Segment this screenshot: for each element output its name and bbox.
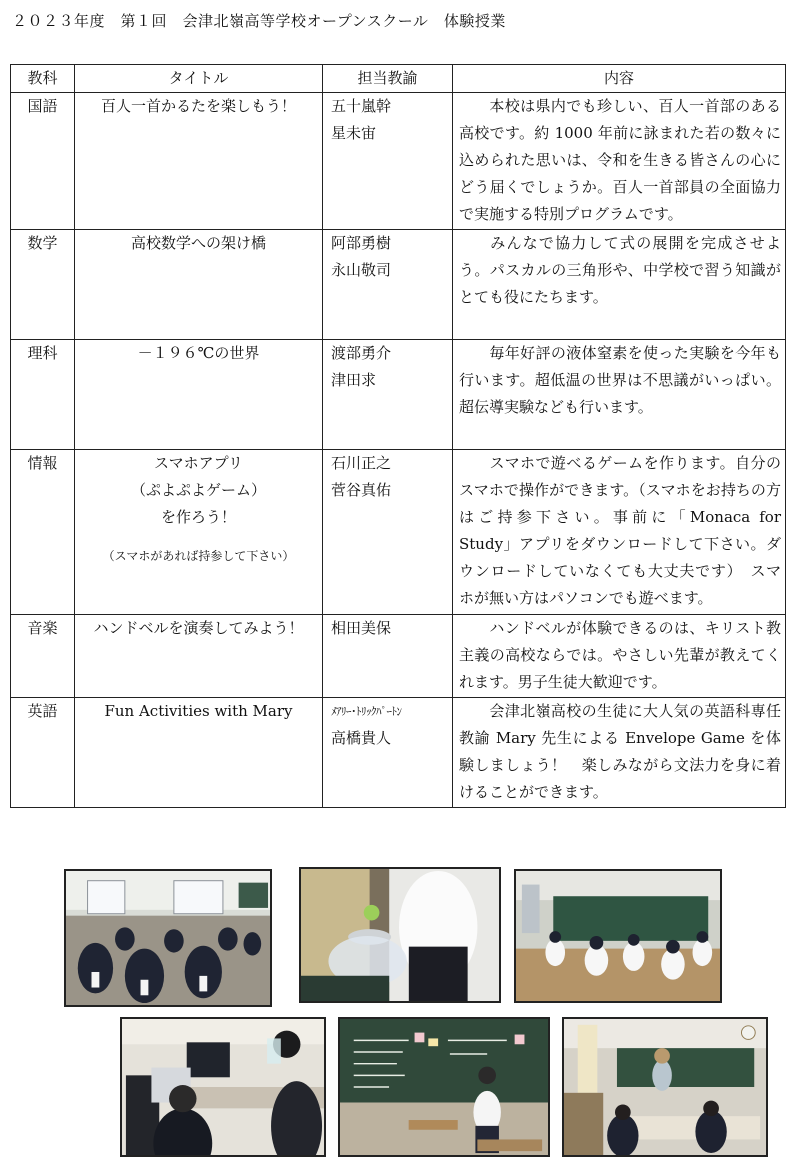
table-row	[11, 450, 786, 615]
content-text: 会津北嶺高校の生徒に大人気の英語科専任教諭 Mary 先生による Envelope Game を体験しましょう！ 楽しみながら文法力を身に着けることができます。	[459, 702, 781, 801]
teacher-name: 永山敬司	[331, 261, 392, 279]
column-header-content: 内容	[453, 65, 786, 93]
teachers-cell	[323, 698, 453, 808]
table-row	[11, 698, 786, 808]
title-cell	[75, 230, 323, 340]
content-text: 本校は県内でも珍しい、百人一首部のある高校です。約 1000 年前に詠まれた若の数々に込められた思いは、令和を生きる皆さんの心にどう届くでしょうか。百人一首部員の全面協力で実施する特別プログラムです。	[459, 97, 781, 223]
liquid-nitrogen-experiment-photo	[299, 867, 501, 1003]
table-row	[11, 93, 786, 230]
teacher-name: 星未宙	[331, 124, 377, 142]
title-line: ハンドベルを演奏してみよう！	[93, 619, 304, 637]
subject-cell: 音楽	[11, 615, 75, 698]
teacher-name: 渡部勇介	[331, 344, 392, 362]
title-note: （スマホがあれば持参して下さい）	[102, 549, 295, 563]
classroom-students-photo	[64, 869, 272, 1007]
title-cell	[75, 340, 323, 450]
subject-cell: 国語	[11, 93, 75, 230]
title-cell	[75, 450, 323, 615]
teachers-cell	[323, 340, 453, 450]
title-line: 高校数学への架け橋	[130, 234, 266, 252]
title-cell	[75, 93, 323, 230]
math-class-photo	[514, 869, 722, 1003]
teacher-name: 津田求	[331, 371, 377, 389]
subject-cell: 数学	[11, 230, 75, 340]
title-line: を作ろう！	[160, 508, 236, 526]
content-cell	[453, 93, 786, 230]
content-text: みんなで協力して式の展開を完成させよう。パスカルの三角形や、中学校で習う知識がとても役にたちます。	[459, 234, 781, 306]
content-cell	[453, 450, 786, 615]
table-row	[11, 615, 786, 698]
content-text: 毎年好評の液体窒素を使った実験を今年も行います。超低温の世界は不思議がいっぱい。超伝導実験なども行います。	[459, 344, 781, 416]
music-classroom-photo	[562, 1017, 768, 1157]
table-row	[11, 230, 786, 340]
content-cell	[453, 698, 786, 808]
title-line: （ぷよぷよゲーム）	[130, 481, 266, 499]
teacher-name: 石川正之	[331, 454, 392, 472]
teacher-name: 菅谷真佑	[331, 481, 392, 499]
table-header-row	[11, 65, 786, 93]
teachers-cell	[323, 93, 453, 230]
teacher-name: 阿部勇樹	[331, 234, 392, 252]
subject-cell: 英語	[11, 698, 75, 808]
schedule-table	[10, 64, 786, 808]
teacher-name: 相田美保	[331, 619, 392, 637]
title-cell	[75, 698, 323, 808]
column-header-title: タイトル	[75, 65, 323, 93]
teacher-name: 五十嵐幹	[331, 97, 392, 115]
content-text: スマホで遊べるゲームを作ります。自分のスマホで操作ができます。（スマホをお持ちの方はご持参下さい。事前に「Monaca for Study」アプリをダウンロードして下さい。ダウンロードしていなくても大丈夫です） スマホが無い方はパソコンでも遊べます。	[459, 454, 781, 607]
column-header-teachers: 担当教諭	[323, 65, 453, 93]
title-line: 百人一首かるたを楽しもう！	[100, 97, 296, 115]
teachers-cell	[323, 615, 453, 698]
content-cell	[453, 615, 786, 698]
content-text: ハンドベルが体験できるのは、キリスト教主義の高校ならでは。やさしい先輩が教えてくれます。男子生徒大歓迎です。	[459, 619, 781, 691]
title-cell	[75, 615, 323, 698]
subject-cell: 情報	[11, 450, 75, 615]
subject-cell: 理科	[11, 340, 75, 450]
content-cell	[453, 230, 786, 340]
english-class-blackboard-photo	[338, 1017, 550, 1157]
content-cell	[453, 340, 786, 450]
teachers-cell	[323, 450, 453, 615]
column-header-subject: 教科	[11, 65, 75, 93]
teacher-name: 高橋貴人	[331, 729, 392, 747]
title-line: －１９６℃の世界	[137, 344, 260, 362]
teacher-name: ﾒｱﾘｰ･ﾄﾘｯｸﾊﾟｰﾄﾝ	[331, 705, 402, 718]
computer-lab-photo	[120, 1017, 326, 1157]
title-line: Fun Activities with Mary	[104, 702, 293, 720]
teachers-cell	[323, 230, 453, 340]
table-row	[11, 340, 786, 450]
title-line: スマホアプリ	[153, 454, 244, 472]
page-title: ２０２３年度 第１回 会津北嶺高等学校オープンスクール 体験授業	[12, 12, 506, 30]
